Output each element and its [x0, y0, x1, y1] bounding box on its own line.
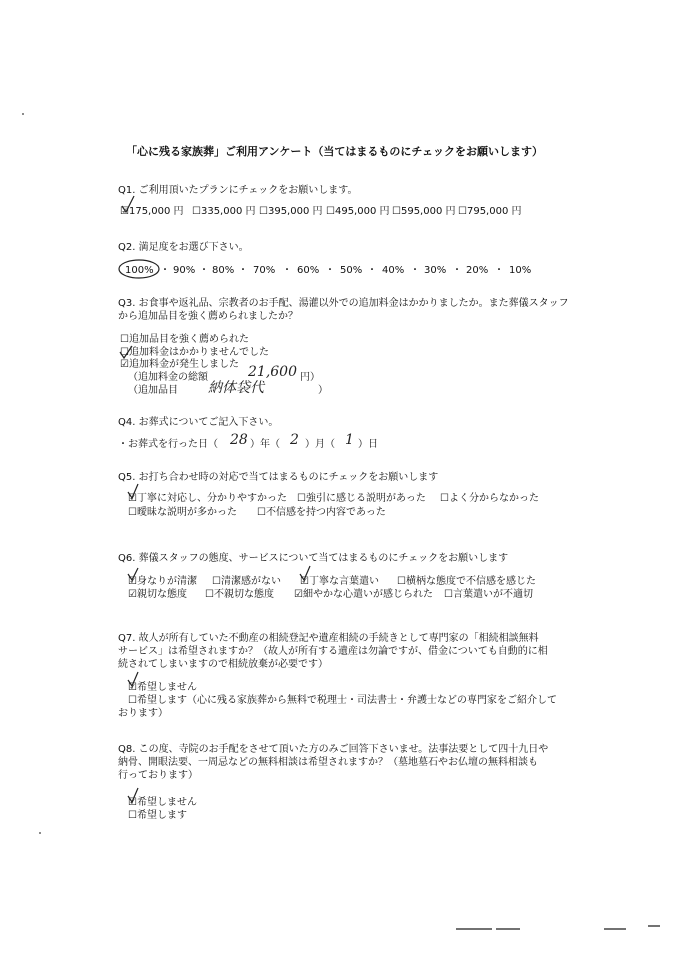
q1-option[interactable]: ☐795,000 円	[458, 206, 522, 217]
q1-question: Q1. ご利用頂いたプランにチェックをお願いします。	[118, 185, 358, 196]
q4-date-label: ・お葬式を行った日（	[118, 439, 218, 450]
q3-item-value[interactable]: 納体袋代	[208, 380, 264, 396]
q6-option[interactable]: ☐不親切な態度	[205, 589, 274, 600]
q4-year-value[interactable]: 28	[230, 432, 248, 448]
q3-question-line1: Q3. お食事や返礼品、宗教者のお手配、湯灌以外での追加料金はかかりましたか。また葬儀スタッフ	[118, 298, 569, 309]
q4-day-value[interactable]: 1	[345, 432, 354, 448]
q5-question: Q5. お打ち合わせ時の対応で当てはまるものにチェックをお願いします	[118, 472, 439, 483]
q6-option[interactable]: ☐清潔感がない	[212, 576, 281, 587]
q7-question-line1: Q7. 故人が所有していた不動産の相続登記や遺産相続の手続きとして専門家の「相続相談無料	[118, 633, 539, 644]
q8-option-accept[interactable]: ☐希望します	[128, 810, 187, 821]
q6-question: Q6. 葬儀スタッフの態度、サービスについて当てはまるものにチェックをお願いします	[118, 553, 509, 564]
q8-question-line3: 行っております）	[118, 770, 198, 781]
q4-year-label: ）年（	[250, 439, 280, 450]
q1-option[interactable]: ☐595,000 円	[392, 206, 456, 217]
q3-item-close: ）	[318, 385, 328, 396]
q2-scale-dot: ・	[325, 265, 335, 276]
q8-question-line2: 納骨、開眼法要、一周忌などの無料相談は希望されますか？（墓地墓石やお仏壇の無料相談も	[118, 757, 538, 768]
q7-question-line3: 続されてしまいますので相続放棄が必要です）	[118, 659, 328, 670]
q3-option[interactable]: ☐追加料金はかかりませんでした	[120, 347, 269, 358]
q3-amount-unit: 円）	[300, 372, 320, 383]
q6-option[interactable]: ☑親切な態度	[128, 589, 187, 600]
q1-option[interactable]: ☑175,000 円	[120, 206, 184, 217]
q2-scale-dot: ・	[367, 265, 377, 276]
q4-question: Q4. お葬式についてご記入下さい。	[118, 417, 279, 428]
q2-scale-option[interactable]: 60%	[297, 265, 320, 276]
q8-option-decline[interactable]: ☑希望しません	[128, 797, 197, 808]
survey-title: 「心に残る家族葬」ご利用アンケート（当てはまるものにチェックをお願いします）	[126, 145, 544, 158]
q7-option-decline[interactable]: ☑希望しません	[128, 682, 197, 693]
q5-option[interactable]: ☐不信感を持つ内容であった	[257, 507, 386, 518]
q2-scale-dot: ・	[160, 265, 170, 276]
q2-scale-option[interactable]: 70%	[253, 265, 276, 276]
q2-scale-option[interactable]: 80%	[212, 265, 235, 276]
q2-scale-dot: ・	[494, 265, 504, 276]
q7-option-accept[interactable]: ☐希望します（心に残る家族葬から無料で税理士・司法書士・弁護士などの専門家をご紹介して	[128, 695, 557, 706]
q6-option[interactable]: ☑丁寧な言葉遣い	[300, 576, 379, 587]
q5-option[interactable]: ☐強引に感じる説明があった	[297, 493, 426, 504]
q6-option[interactable]: ☑身なりが清潔	[128, 576, 197, 587]
q3-option[interactable]: ☐追加品目を強く薦められた	[120, 334, 249, 345]
q2-scale-dot: ・	[238, 265, 248, 276]
q3-amount-value[interactable]: 21,600	[248, 364, 297, 380]
q3-question-line2: から追加品目を強く薦められましたか？	[118, 311, 298, 322]
q3-item-label: （追加品目	[128, 385, 178, 396]
q2-scale-option[interactable]: 20%	[466, 265, 489, 276]
q2-scale-dot: ・	[199, 265, 209, 276]
q3-amount-label: （追加料金の総額	[128, 372, 208, 383]
q2-scale-option[interactable]: 40%	[382, 265, 405, 276]
q1-option[interactable]: ☐335,000 円	[192, 206, 256, 217]
q1-option[interactable]: ☐395,000 円	[259, 206, 323, 217]
q8-question-line1: Q8. この度、寺院のお手配をさせて頂いた方のみご回答下さいませ。法事法要として四十九日や	[118, 744, 549, 755]
q6-option[interactable]: ☑細やかな心遣いが感じられた	[294, 589, 433, 600]
q2-scale-option[interactable]: 100%	[125, 265, 154, 276]
q4-month-label: ）月（	[305, 439, 335, 450]
q2-scale-dot: ・	[282, 265, 292, 276]
q3-option[interactable]: ☑追加料金が発生しました	[120, 359, 239, 370]
q2-scale-option[interactable]: 90%	[173, 265, 196, 276]
q4-month-value[interactable]: 2	[290, 432, 299, 448]
q6-option[interactable]: ☐横柄な態度で不信感を感じた	[397, 576, 536, 587]
q2-question: Q2. 満足度をお選び下さい。	[118, 242, 249, 253]
q4-day-label: ）日	[358, 439, 378, 450]
q6-option[interactable]: ☐言葉遣いが不適切	[444, 589, 533, 600]
q2-scale-dot: ・	[410, 265, 420, 276]
q1-option[interactable]: ☐495,000 円	[326, 206, 390, 217]
q2-scale-option[interactable]: 10%	[509, 265, 532, 276]
q2-scale-dot: ・	[452, 265, 462, 276]
q5-option[interactable]: ☐よく分からなかった	[440, 493, 539, 504]
scan-speck	[39, 832, 41, 834]
q2-scale-option[interactable]: 50%	[340, 265, 363, 276]
q2-scale-option[interactable]: 30%	[424, 265, 447, 276]
scan-speck	[22, 113, 24, 115]
q5-option[interactable]: ☐曖昧な説明が多かった	[128, 507, 237, 518]
q7-option-accept-cont: おります）	[118, 708, 168, 719]
q5-option[interactable]: ☑丁寧に対応し、分かりやすかった	[128, 493, 287, 504]
q7-question-line2: サービス」は希望されますか？（故人が所有する遺産は勿論ですが、借金についても自動的に相	[118, 646, 548, 657]
